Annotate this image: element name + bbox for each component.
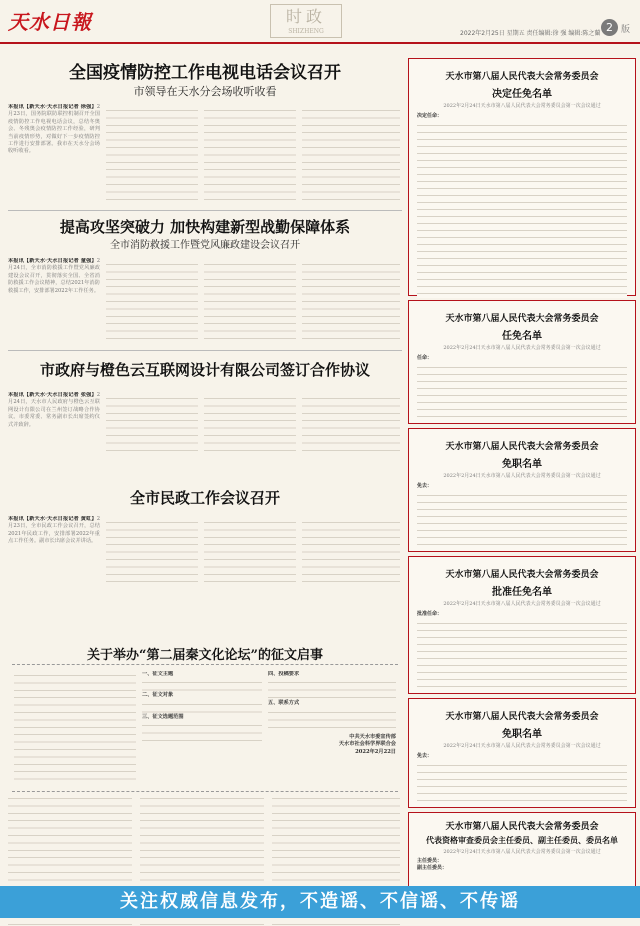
box-subtitle: 决定任免名单: [492, 89, 552, 100]
box-subtitle: 任免名单: [502, 331, 542, 342]
essay-section-heading: 三、征文选题范围: [142, 713, 184, 720]
section-label: [270, 4, 342, 38]
article-body-col: [106, 394, 198, 456]
page-label: 版: [621, 25, 631, 35]
article-lead-text: 2月23日，全市民政工作会议召开，总结2021年民政工作，安排部署2022年重点工作任务。副市长出席会议并讲话。: [8, 516, 100, 545]
appointment-box-1: [408, 58, 636, 296]
article-body-col: [302, 394, 400, 456]
appointment-box-2: [408, 300, 636, 424]
divider: [8, 350, 402, 351]
article-body-col: [106, 518, 198, 586]
essay-section-heading: 一、征文主题: [142, 671, 174, 677]
article-body-col: [106, 260, 198, 340]
article-epidemic-control: [8, 62, 402, 222]
essay-signature: 中共天水市委宣传部 天水市社会科学界联合会 2022年2月22日: [338, 733, 396, 755]
section-title: 时政: [285, 7, 326, 26]
divider: [8, 210, 402, 211]
article-body-col: [106, 106, 198, 200]
article-body-col: [302, 106, 400, 200]
article-byline: 本报讯【新天水·天水日报记者 张强】: [8, 392, 97, 398]
newspaper-logo: 天水日報: [8, 10, 92, 34]
essay-intro-col: [14, 671, 136, 785]
article-subtitle: 市领导在天水分会场收听收看: [133, 85, 277, 98]
article-cooperation-agreement: [8, 358, 402, 458]
box-date: 2022年2月24日天水市第八届人民代表大会常务委员会第一次会议通过: [443, 601, 601, 607]
article-byline: 本报讯【新天水·天水日报记者 徐强】: [8, 104, 97, 110]
box-date: 2022年2月24日天水市第八届人民代表大会常务委员会第一次会议通过: [443, 473, 601, 479]
article-lead-text: 2月23日，国务院联防联控机制召开全国疫情防控工作电视电话会议，总结冬奥会、冬残奥会疫情防控工作经验，研判当前疫情形势，对做好下一步疫情防控工作进行安排部署。我市在天水分会场收听收看。: [8, 104, 100, 155]
name-list: [417, 364, 627, 420]
name-list: [417, 620, 627, 690]
footer-slogan-bar: 关注权威信息发布，不造谣、不信谣、不传谣: [0, 886, 640, 918]
list-heading: 副主任委员：: [417, 865, 448, 871]
article-lead: [8, 392, 100, 456]
box-subtitle: 免职名单: [502, 459, 542, 470]
essay-section-heading: 四、投稿要求: [268, 671, 300, 677]
box-date: 2022年2月24日天水市第八届人民代表大会常务委员会第一次会议通过: [443, 345, 601, 351]
section-english: SHIZHENG: [288, 28, 324, 35]
article-body-col: [204, 106, 296, 200]
name-list: [417, 762, 627, 804]
article-lead: [8, 104, 100, 200]
article-body-col: [302, 260, 400, 340]
list-heading: 批准任命：: [417, 611, 443, 617]
article-lead-text: 2月24日，全市消防救援工作暨党风廉政建设会议召开，贯彻落实全国、全省消防救援工作会议精神，总结2021年消防救援工作，安排部署2022年工作任务。: [8, 258, 100, 294]
list-heading: 主任委员：: [417, 858, 443, 864]
article-lead: [8, 516, 100, 586]
essay-section-heading: 二、征文对象: [142, 692, 174, 699]
article-subtitle: 全市消防救援工作暨党风廉政建设会议召开: [110, 240, 300, 251]
essay-contact-col: [268, 671, 396, 785]
dismissal-box-1: [408, 428, 636, 552]
qualification-committee-box: [408, 812, 636, 888]
essay-title: 关于举办“第二届秦文化论坛”的征文启事: [87, 648, 323, 663]
article-civil-affairs: [8, 486, 402, 586]
essay-sections-col: [142, 671, 262, 785]
box-title: 天水市第八届人民代表大会常务委员会: [445, 570, 599, 580]
article-byline: 本报讯【新天水·天水日报记者 黄虹】: [8, 516, 97, 522]
article-lead-text: 2月24日，天水市人民政府与橙色云互联网设计有限公司在兰州签订战略合作协议。市委常委、常务副市长出席签约仪式并致辞。: [8, 392, 100, 428]
box-title: 天水市第八届人民代表大会常务委员会: [445, 712, 599, 722]
approval-box: [408, 556, 636, 694]
name-list: [417, 122, 627, 298]
list-heading: 任命：: [417, 355, 433, 361]
article-byline: 本报讯【新天水·天水日报记者 童强】: [8, 258, 97, 264]
masthead: [0, 0, 640, 44]
box-date: 2022年2月24日天水市第八届人民代表大会常务委员会第一次会议通过: [443, 743, 601, 749]
article-fire-rescue: [8, 216, 402, 346]
article-title: 全国疫情防控工作电视电话会议召开: [69, 63, 341, 83]
box-title: 天水市第八届人民代表大会常务委员会: [445, 822, 599, 832]
box-subtitle: 批准任免名单: [492, 587, 552, 598]
name-list: [417, 492, 627, 548]
article-title: 全市民政工作会议召开: [129, 489, 280, 507]
article-lead: [8, 258, 100, 340]
article-title: 提高攻坚突破力 加快构建新型战勤保障体系: [59, 218, 351, 236]
list-heading: 免去：: [417, 483, 433, 489]
box-date: 2022年2月24日天水市第八届人民代表大会常务委员会第一次会议通过: [443, 103, 601, 109]
article-body-col: [302, 518, 400, 586]
page-number: 2: [601, 19, 618, 36]
essay-frame: [12, 664, 398, 792]
box-subtitle: 代表资格审查委员会主任委员、副主任委员、委员名单: [426, 836, 618, 845]
article-body-col: [204, 260, 296, 340]
box-title: 天水市第八届人民代表大会常务委员会: [445, 72, 599, 82]
dismissal-box-2: [408, 698, 636, 808]
article-title: 市政府与橙色云互联网设计有限公司签订合作协议: [39, 361, 370, 379]
box-date: 2022年2月24日天水市第八届人民代表大会常务委员会第一次会议通过: [443, 849, 601, 855]
list-heading: 决定任命：: [417, 113, 443, 119]
article-body-col: [204, 518, 296, 586]
essay-notice: [8, 644, 402, 790]
box-title: 天水市第八届人民代表大会常务委员会: [445, 442, 599, 452]
list-heading: 免去：: [417, 753, 433, 759]
box-title: 天水市第八届人民代表大会常务委员会: [445, 314, 599, 324]
article-body-col: [204, 394, 296, 456]
essay-section-heading: 五、联系方式: [268, 700, 300, 707]
issue-meta: 2022年2月25日 星期五 责任编辑:徐 强 编辑:陈之蘭: [460, 30, 601, 37]
box-subtitle: 免职名单: [502, 729, 542, 740]
